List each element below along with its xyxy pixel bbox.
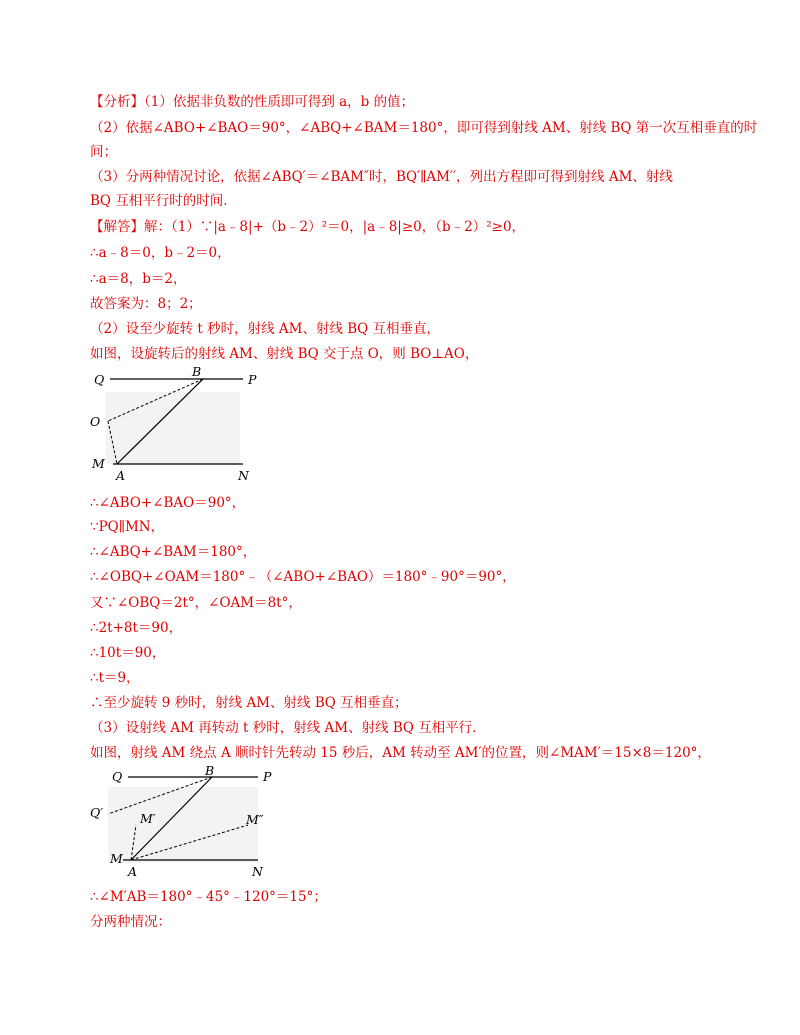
solution-line-13: ∴10t＝90， [90, 645, 166, 661]
figure-1 [88, 366, 263, 486]
label-q-prime: Q′ [90, 805, 104, 820]
solution-line-16: （3）设射线 AM 再转动 t 秒时，射线 AM、射线 BQ 互相平行． [90, 720, 486, 736]
label-a: A [128, 864, 138, 879]
solution-line-11: 又∵∠OBQ＝2t°，∠OAM＝8t°， [90, 595, 302, 611]
analysis-line-2: （2）依据∠ABO+∠BAO＝90°，∠ABQ+∠BAM＝180°，即可得到射线 AM、射线 BQ 第一次互相垂直的时 [90, 120, 758, 136]
analysis-line-5: BQ 互相平行时的时间． [90, 193, 237, 209]
label-n: N [238, 468, 249, 483]
figure-2 [88, 763, 278, 883]
solution-line-18: ∴∠M′AB＝180°﹣45°﹣120°＝15°； [90, 889, 327, 905]
solution-line-4: 故答案为：8；2； [90, 296, 202, 312]
solution-line-6: 如图，设旋转后的射线 AM、射线 BQ 交于点 O，则 BO⊥AO， [90, 346, 479, 362]
solution-line-12: ∴2t+8t＝90， [90, 620, 183, 636]
label-q: Q [94, 372, 105, 387]
solution-line-15: ∴至少旋转 9 秒时，射线 AM、射线 BQ 互相垂直； [90, 695, 408, 711]
label-m: M [110, 851, 123, 866]
label-m-double-prime: M″ [246, 812, 264, 827]
solution-line-3: ∴a＝8，b＝2， [90, 271, 187, 287]
solution-line-1: 【解答】解：（1）∵|a﹣8|+（b﹣2）²＝0，|a﹣8|≥0，（b﹣2）²≥0， [90, 219, 526, 235]
label-b: B [192, 366, 202, 379]
analysis-line-4: （3）分两种情况讨论，依据∠ABQ′＝∠BAM″时，BQ′∥AM′′，列出方程即可得到射线 AM、射线 [90, 169, 673, 185]
analysis-line-1: 【分析】（1）依据非负数的性质即可得到 a，b 的值； [90, 94, 415, 110]
label-m: M [92, 456, 105, 471]
solution-line-5: （2）设至少旋转 t 秒时，射线 AM、射线 BQ 互相垂直， [90, 321, 441, 337]
label-o: O [90, 414, 101, 429]
label-a: A [116, 468, 126, 483]
solution-line-19: 分两种情况： [90, 914, 171, 930]
solution-line-14: ∴t＝9， [90, 670, 140, 686]
label-q: Q [112, 769, 123, 784]
solution-line-10: ∴∠OBQ+∠OAM＝180°﹣（∠ABO+∠BAO）＝180°﹣90°＝90°， [90, 569, 516, 585]
label-n: N [252, 864, 263, 879]
label-p: P [263, 769, 272, 784]
label-p: P [248, 372, 257, 387]
solution-line-9: ∴∠ABQ+∠BAM＝180°， [90, 544, 257, 560]
solution-line-17: 如图，射线 AM 绕点 A 顺时针先转动 15 秒后，AM 转动至 AM′的位置，则∠MAM′＝15×8＝120°， [90, 745, 711, 761]
analysis-line-3: 间； [90, 144, 117, 160]
label-m-prime: M′ [140, 811, 156, 826]
solution-line-7: ∴∠ABO+∠BAO＝90°， [90, 495, 246, 511]
solution-line-8: ∵PQ∥MN， [90, 519, 165, 535]
solution-line-2: ∴a﹣8＝0，b﹣2＝0， [90, 245, 231, 261]
label-b: B [205, 763, 215, 778]
